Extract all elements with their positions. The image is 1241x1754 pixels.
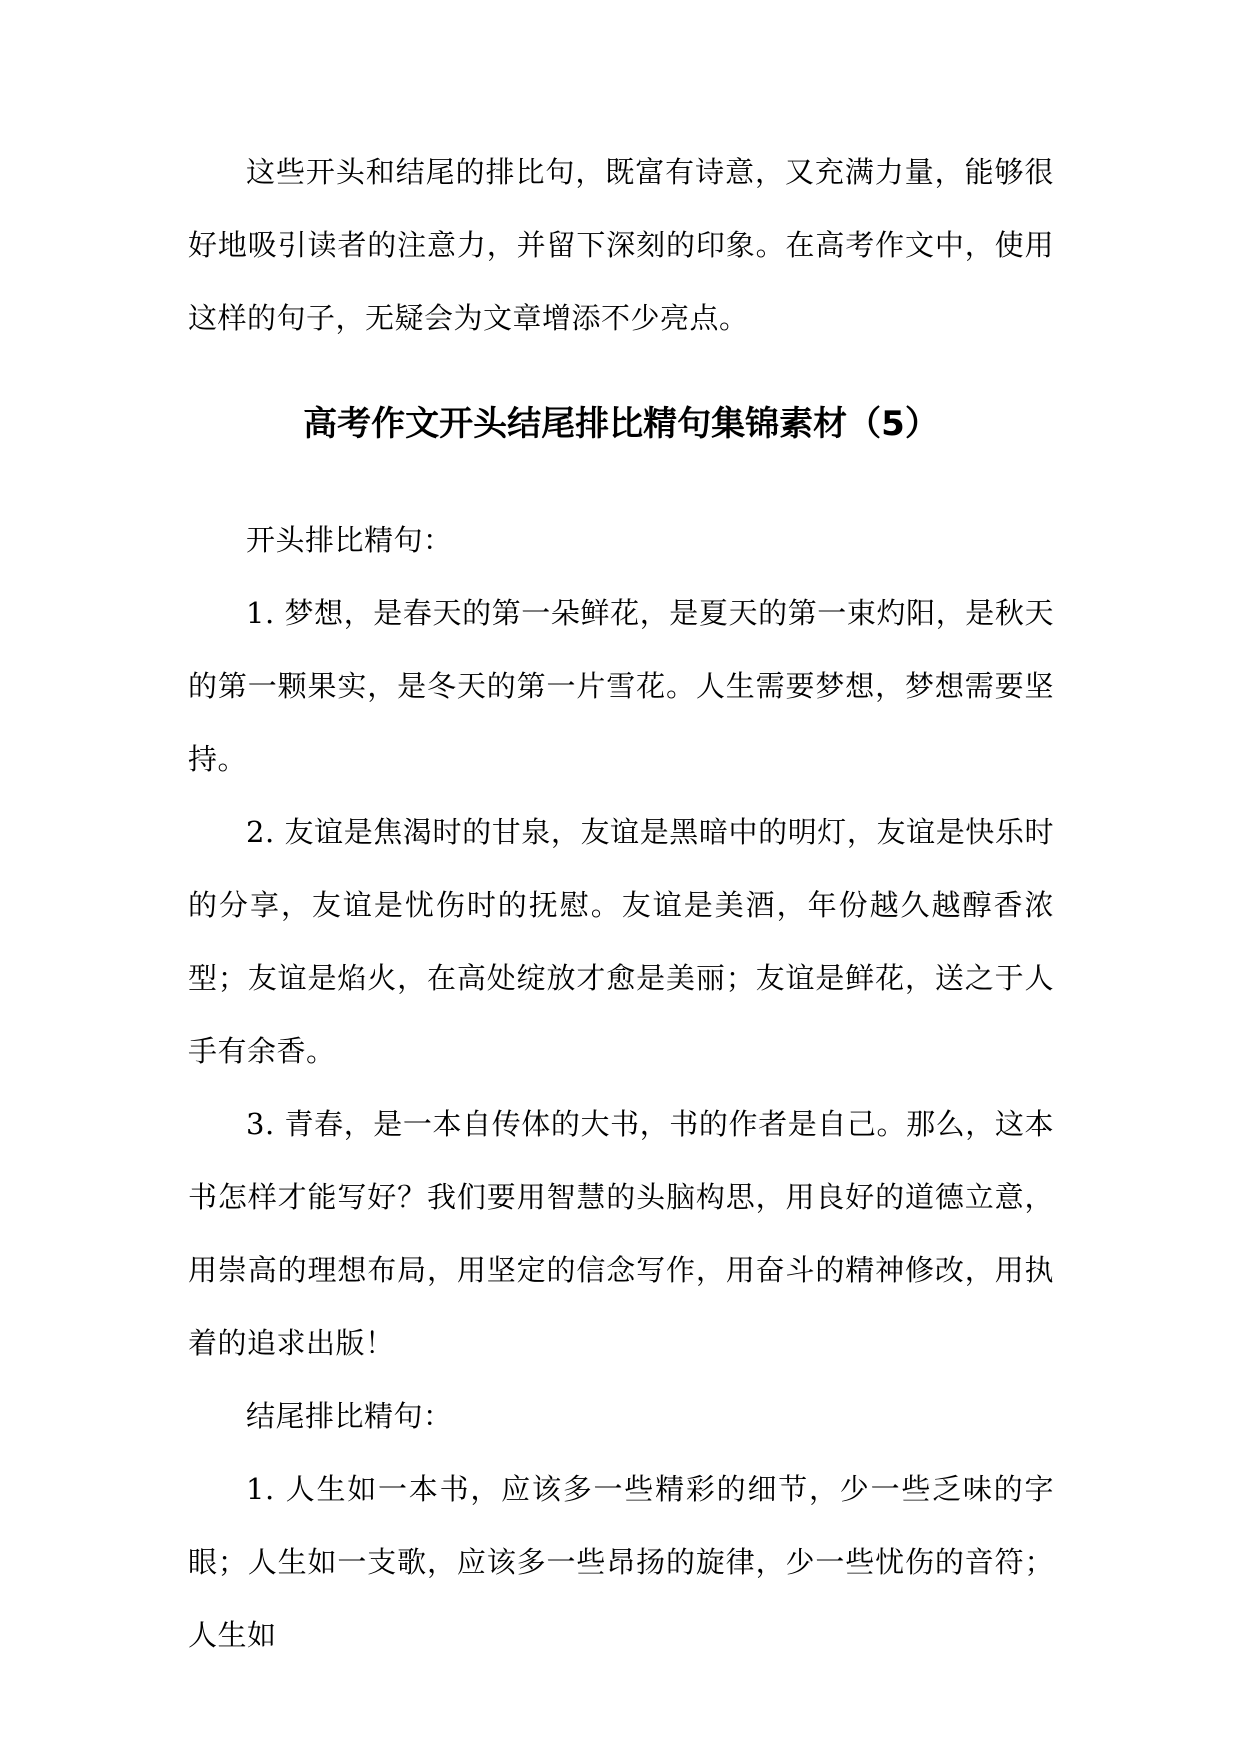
opening-item-2: 2. 友谊是焦渴时的甘泉，友谊是黑暗中的明灯，友谊是快乐时的分享，友谊是忧伤时的抚慰。友谊是美酒，年份越久越醇香浓型；友谊是焰火，在高处绽放才愈是美丽；友谊是鲜花，送之于人手有余香。: [188, 815, 1054, 1068]
opening-heading: 开头排比精句：: [246, 523, 453, 557]
section-title: 高考作文开头结尾排比精句集锦素材（5）: [303, 404, 939, 444]
intro-paragraph: 这些开头和结尾的排比句，既富有诗意，又充满力量，能够很好地吸引读者的注意力，并留下深刻的印象。在高考作文中，使用这样的句子，无疑会为文章增添不少亮点。: [188, 155, 1054, 335]
opening-item-1: 1. 梦想，是春天的第一朵鲜花，是夏天的第一束灼阳，是秋天的第一颗果实，是冬天的第一片雪花。人生需要梦想，梦想需要坚持。: [188, 596, 1054, 776]
closing-heading: 结尾排比精句：: [246, 1399, 453, 1433]
closing-item-1: 1. 人生如一本书，应该多一些精彩的细节，少一些乏味的字眼；人生如一支歌，应该多一些昂扬的旋律，少一些忧伤的音符；人生如: [188, 1472, 1054, 1652]
document-page: [188, 136, 1054, 1672]
opening-item-3: 3. 青春，是一本自传体的大书，书的作者是自己。那么，这本书怎样才能写好？我们要用智慧的头脑构思，用良好的道德立意，用崇高的理想布局，用坚定的信念写作，用奋斗的精神修改，用执着的追求出版！: [188, 1107, 1054, 1360]
